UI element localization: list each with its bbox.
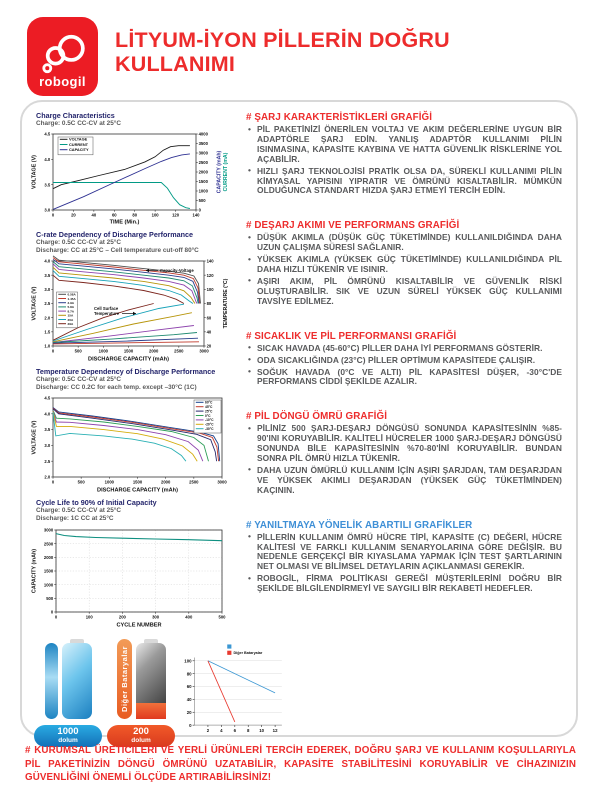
svg-text:1.5: 1.5: [44, 329, 51, 335]
svg-text:2000: 2000: [43, 554, 54, 560]
svg-text:0: 0: [50, 609, 54, 615]
svg-text:140: 140: [192, 212, 200, 218]
svg-text:CYCLE NUMBER: CYCLE NUMBER: [116, 622, 162, 629]
bullet-list: • SICAK HAVADA (45-60°C) PİLLER DAHA İYİ PERFORMANS GÖSTERİR. • ODA SICAKLIĞINDA (23°C) PİLLER OPTİMUM KAPASİTEDE ÇALIŞIR. • SOĞUK HAVADA (0°C VE ALTI) PİL KAPASİTESİ DÜŞER, -30°C'DE PERFORMANS CİDDİ ŞEKİLDE AZALIR.: [246, 344, 562, 388]
svg-text:3000: 3000: [198, 150, 208, 156]
svg-text:Capacity-Voltage: Capacity-Voltage: [160, 268, 194, 273]
cycle-unit: dolum: [131, 736, 151, 744]
ribbon-label: Diğer Bataryalar: [119, 646, 129, 712]
svg-text:80: 80: [186, 671, 192, 677]
section-cycle-life: [246, 411, 562, 495]
svg-text:2500: 2500: [174, 348, 184, 354]
bullet-list: • PİL PAKETİNİZİ ÖNERİLEN VOLTAJ VE AKIM DEĞERLERİNE UYGUN BİR ADAPTÖRLE ŞARJ EDİN. YANLIŞ ADAPTÖR KULLANIMI PİLİN ISINMASINA, KAPASİTE KAYBINA VE HATTA GÜVENLİK RİSKLERİNE YOL AÇABİLİR. • HIZLI ŞARJ TEKNOLOJİSİ PRATİK OLSA DA, SÜREKLİ KULLANIMI PİLİN KİMYASAL YAPISINI YIPRATIR VE ÖMRÜNÜ KISALTABİLİR. MÜMKÜN OLDUĞUNCA STANDART HIZDA ŞARJ ETMEYİ TERCİH EDİN.: [246, 125, 562, 196]
low-charge-fill: [136, 703, 166, 719]
svg-text:200: 200: [118, 614, 126, 620]
svg-text:1500: 1500: [123, 348, 134, 354]
svg-text:4.0: 4.0: [44, 156, 51, 162]
svg-text:1000: 1000: [104, 479, 114, 485]
svg-text:CURRENT: CURRENT: [69, 141, 89, 147]
section-discharge-current: [246, 220, 562, 306]
svg-text:3000: 3000: [43, 527, 54, 533]
svg-text:VOLTAGE (V): VOLTAGE (V): [31, 155, 38, 189]
svg-text:0: 0: [51, 479, 55, 485]
bullet-list: • PİLİNİZ 500 ŞARJ-DEŞARJ DÖNGÜSÜ SONUNDA KAPASİTESİNİN %85-90'INI KORUYABİLİR. KALİTELİ HÜCRELER 1000 ŞARJ-DEŞARJ DÖNGÜSÜ SONUNDA BİLE KAPASİTESİNİN %70-80'İNİ KORUYABİLİR. BUNDAN SONRA PİL ÖMRÜ HIZLA TÜKENİR. • DAHA UZUN ÖMÜRLÜ KULLANIM İÇİN AŞIRI ŞARJDAN, TAM DEŞARJDAN VE YÜKSEK AKIMLI DEŞARJDAN (YÜKSEK GÜÇ TÜKETİMİNDEN) KAÇININ.: [246, 424, 562, 495]
section-heading: # ŞARJ KARAKTERİSTİKLERİ GRAFİĞİ: [246, 112, 433, 123]
svg-text:-10°C: -10°C: [205, 418, 214, 423]
cycle-count: 200: [133, 726, 149, 737]
svg-text:2500: 2500: [198, 160, 208, 166]
svg-text:500: 500: [77, 479, 85, 485]
svg-text:20: 20: [186, 709, 192, 715]
section-heading: # PİL DÖNGÜ ÖMRÜ GRAFİĞİ: [246, 411, 388, 423]
svg-text:140: 140: [206, 258, 214, 264]
svg-text:80: 80: [206, 301, 212, 307]
svg-text:45°C: 45°C: [205, 405, 213, 409]
svg-text:0°C: 0°C: [205, 413, 211, 418]
svg-text:2500: 2500: [43, 541, 54, 547]
svg-text:3.5: 3.5: [44, 182, 51, 188]
svg-text:100: 100: [184, 658, 192, 664]
svg-text:CAPACITY (mAh): CAPACITY (mAh): [31, 548, 38, 594]
svg-text:6: 6: [233, 727, 237, 733]
svg-text:300: 300: [152, 614, 160, 620]
svg-text:1000: 1000: [198, 188, 208, 194]
good-battery-graphic: [62, 639, 92, 719]
chart-subtitle: Charge: 0.5C CC-CV at 25°C Discharge: CC at 25°C – Cell temperature cut-off 80°C: [36, 239, 199, 254]
section-heading: # SICAKLIK VE PİL PERFORMANSI GRAFİĞİ: [246, 330, 457, 342]
svg-text:10: 10: [259, 727, 265, 733]
svg-text:400: 400: [185, 614, 193, 620]
svg-text:CAPACITY: CAPACITY: [69, 147, 89, 152]
svg-text:Diğer Bataryalar: Diğer Bataryalar: [233, 651, 263, 656]
svg-text:12: 12: [272, 727, 278, 733]
svg-text:3.5: 3.5: [44, 427, 51, 433]
svg-text:3000: 3000: [199, 348, 209, 354]
svg-text:80: 80: [132, 212, 138, 218]
svg-text:-30°C: -30°C: [205, 427, 214, 431]
svg-text:3000: 3000: [217, 479, 227, 485]
svg-text:2000: 2000: [198, 169, 208, 175]
chart-block-temperature: [30, 365, 236, 493]
svg-text:2: 2: [206, 727, 210, 733]
svg-text:VOLTAGE: VOLTAGE: [69, 136, 88, 142]
battery-comparison-panel: [34, 639, 278, 747]
info-card: [20, 100, 578, 744]
chart-title: Temperature Dependency of Discharge Performance: [36, 367, 216, 376]
svg-text:20: 20: [71, 212, 76, 218]
svg-text:2.9A: 2.9A: [67, 301, 75, 305]
chart-title: C-rate Dependency of Discharge Performance: [36, 230, 193, 239]
svg-text:20A: 20A: [67, 317, 74, 322]
temperature-discharge-chart: [30, 393, 230, 493]
svg-text:VOLTAGE (V): VOLTAGE (V): [31, 286, 38, 321]
svg-text:120: 120: [172, 212, 180, 218]
header: [27, 17, 584, 96]
svg-text:15A: 15A: [67, 313, 74, 318]
svg-text:3.0: 3.0: [44, 286, 51, 292]
svg-text:60: 60: [206, 315, 212, 321]
svg-text:4.5: 4.5: [44, 131, 51, 137]
robogil-logo: [27, 17, 98, 96]
svg-text:120: 120: [206, 272, 214, 278]
svg-text:8: 8: [247, 727, 250, 733]
svg-text:8.7A: 8.7A: [67, 309, 75, 314]
svg-text:0: 0: [189, 722, 192, 728]
robogil-circles-icon: [34, 31, 92, 74]
svg-text:2500: 2500: [189, 479, 199, 485]
other-batteries-ribbon: [117, 639, 132, 719]
svg-text:2.5: 2.5: [44, 301, 51, 307]
svg-text:3.0: 3.0: [44, 443, 51, 448]
svg-text:500: 500: [46, 595, 54, 601]
page-title: LİTYUM-İYON PİLLERİN DOĞRU KULLANIMI: [115, 28, 450, 77]
section-heading: # DEŞARJ AKIMI VE PERFORMANS GRAFİĞİ: [246, 220, 460, 232]
svg-text:5.8A: 5.8A: [67, 305, 75, 310]
chart-title: Charge Characteristics: [36, 111, 115, 120]
cycle-life-chart: [30, 524, 230, 628]
chart-block-crate: [30, 228, 236, 362]
chart-block-charge: [30, 109, 236, 225]
chart-subtitle: Charge: 0.5C CC-CV at 25°C: [36, 120, 121, 127]
svg-text:1500: 1500: [132, 479, 143, 485]
svg-text:1500: 1500: [43, 568, 54, 574]
svg-text:4.0: 4.0: [44, 258, 51, 264]
svg-text:TEMPERATURE (°C): TEMPERATURE (°C): [223, 278, 229, 329]
svg-text:2.0: 2.0: [44, 474, 51, 480]
bullet-list: • PİLLERİN KULLANIM ÖMRÜ HÜCRE TİPİ, KAPASİTE (C) DEĞERİ, HÜCRE KALİTESİ VE FARKLI KULLANIM SENARYOLARINA GÖRE DEĞİŞİR. BU NEDENLE GERÇEKÇİ BİR KIYASLAMA YAPMAK İÇİN TEST ŞARTLARININ NET OLMASI VE BİLİMSEL DETAYLARIN AÇIKLANMASI GEREKİR. • ROBOGİL, FİRMA POLİTİKASI GEREĞİ MÜŞTERİLERİNİ DOĞRU BİR ŞEKİLDE BİLGİLENDİRMEYİ VE SAYGILI BİR REKABETİ HEDEFLER.: [246, 533, 562, 594]
chart-title: Cycle Life to 90% of Initial Capacity: [36, 498, 157, 507]
bad-battery-graphic: [136, 639, 166, 719]
svg-text:100: 100: [206, 286, 214, 292]
svg-text:4: 4: [220, 727, 223, 733]
svg-text:3.5: 3.5: [44, 272, 51, 278]
footer-note: # KURUMSAL ÜRETİCİLERİ VE YERLİ ÜRÜNLERİ TERCİH EDEREK, DOĞRU ŞARJ VE KULLANIM KOŞULLARIYLA PİL PAKETİNİZİN DÖNGÜ ÖMRÜNÜ UZATABİLİR, KAPASİTE STABİLİTESİNİ KORUYABİLİR VE CİHAZINIZIN GÜVENLİĞİNİ ÖNEMLİ ÖLÇÜDE ARTIRABİLİRSİNİZ!: [25, 745, 576, 784]
svg-text:1000: 1000: [43, 582, 54, 588]
crate-discharge-chart: [30, 256, 230, 362]
svg-text:4000: 4000: [198, 131, 208, 137]
svg-text:2000: 2000: [161, 479, 171, 485]
svg-text:3.0: 3.0: [44, 207, 51, 213]
svg-text:100: 100: [151, 212, 159, 218]
chart-subtitle: Charge: 0.5C CC-CV at 25°C Discharge: CC 0.2C for each temp. except –30°C (1C): [36, 376, 197, 391]
bad-battery-group: [107, 639, 175, 747]
bullet-list: • DÜŞÜK AKIMLA (DÜŞÜK GÜÇ TÜKETİMİNDE) KULLANILDIĞINDA DAHA UZUN ÇALIŞMA SÜRESİ SAĞLANIR. • YÜKSEK AKIMLA (YÜKSEK GÜÇ TÜKETİMİNDE) KULLANILDIĞINDA PİL DAHA HIZLI TÜKENİR VE ISINIR. • AŞIRI AKIM, PİL ÖMRÜNÜ KISALTABİLİR VE GÜVENLİK RİSKİ OLUŞTURABİLİR. SIK VE UZUN SÜRELİ YÜKSEK GÜÇ KULLANIMI TAVSİYE EDİLMEZ.: [246, 233, 562, 306]
cycle-count: 1000: [57, 726, 79, 737]
svg-text:40: 40: [186, 697, 192, 703]
svg-text:CAPACITY (mAh): CAPACITY (mAh): [216, 150, 223, 194]
logo-text: robogil: [39, 74, 86, 89]
svg-text:0.58A: 0.58A: [67, 292, 76, 297]
svg-text:TIME (Min.): TIME (Min.): [109, 219, 140, 226]
svg-text:2000: 2000: [149, 348, 159, 354]
svg-text:60°C: 60°C: [205, 400, 213, 405]
chart-subtitle: Charge: 0.5C CC-CV at 25°C Discharge: 1C CC at 25°C: [36, 507, 121, 522]
svg-text:-20°C: -20°C: [205, 422, 214, 427]
charge-characteristics-chart: [30, 129, 230, 225]
svg-text:500: 500: [198, 198, 206, 204]
charts-column: [30, 109, 278, 744]
svg-text:20: 20: [206, 343, 212, 349]
svg-text:0: 0: [51, 212, 55, 218]
svg-text:500: 500: [218, 614, 226, 620]
svg-text:0: 0: [198, 207, 201, 213]
svg-text:Cell Surface: Cell Surface: [94, 306, 119, 311]
svg-text:Temperature: Temperature: [94, 310, 120, 316]
svg-text:25°C: 25°C: [205, 409, 213, 414]
svg-text:1.45A: 1.45A: [67, 296, 76, 301]
svg-text:40: 40: [91, 212, 97, 218]
svg-text:1500: 1500: [198, 179, 208, 185]
section-charge-characteristics: [246, 112, 562, 196]
blue-capsule-graphic: [45, 643, 58, 719]
svg-text:60: 60: [186, 684, 192, 690]
svg-text:2.5: 2.5: [44, 458, 51, 464]
section-misleading-graphs: [246, 520, 562, 594]
section-heading: # YANILTMAYA YÖNELİK ABARTILI GRAFİKLER: [246, 519, 473, 531]
svg-text:4.0: 4.0: [44, 411, 51, 417]
svg-text:DISCHARGE CAPACITY (mAh): DISCHARGE CAPACITY (mAh): [97, 487, 178, 494]
good-battery-group: [34, 639, 102, 747]
svg-text:100: 100: [85, 614, 93, 620]
svg-text:1.0: 1.0: [44, 343, 51, 349]
chart-block-cyclelife: [30, 496, 236, 628]
svg-text:60: 60: [111, 212, 117, 218]
svg-text:DISCHARGE CAPACITY (mAh): DISCHARGE CAPACITY (mAh): [88, 356, 169, 363]
svg-text:3500: 3500: [198, 141, 208, 147]
svg-text:500: 500: [74, 348, 82, 354]
svg-text:4.5: 4.5: [44, 395, 51, 401]
svg-text:0: 0: [54, 614, 58, 620]
section-temperature-performance: [246, 331, 562, 388]
svg-text:1000: 1000: [98, 348, 108, 354]
svg-text:VOLTAGE (V): VOLTAGE (V): [31, 420, 38, 455]
svg-text:0: 0: [51, 348, 55, 354]
sections-column: [233, 109, 568, 733]
svg-text:2.0: 2.0: [44, 315, 51, 321]
svg-text:40: 40: [206, 329, 212, 335]
svg-text:CURRENT (mA): CURRENT (mA): [223, 152, 229, 192]
svg-text:29A: 29A: [67, 322, 74, 326]
cycle-unit: dolum: [58, 736, 78, 744]
